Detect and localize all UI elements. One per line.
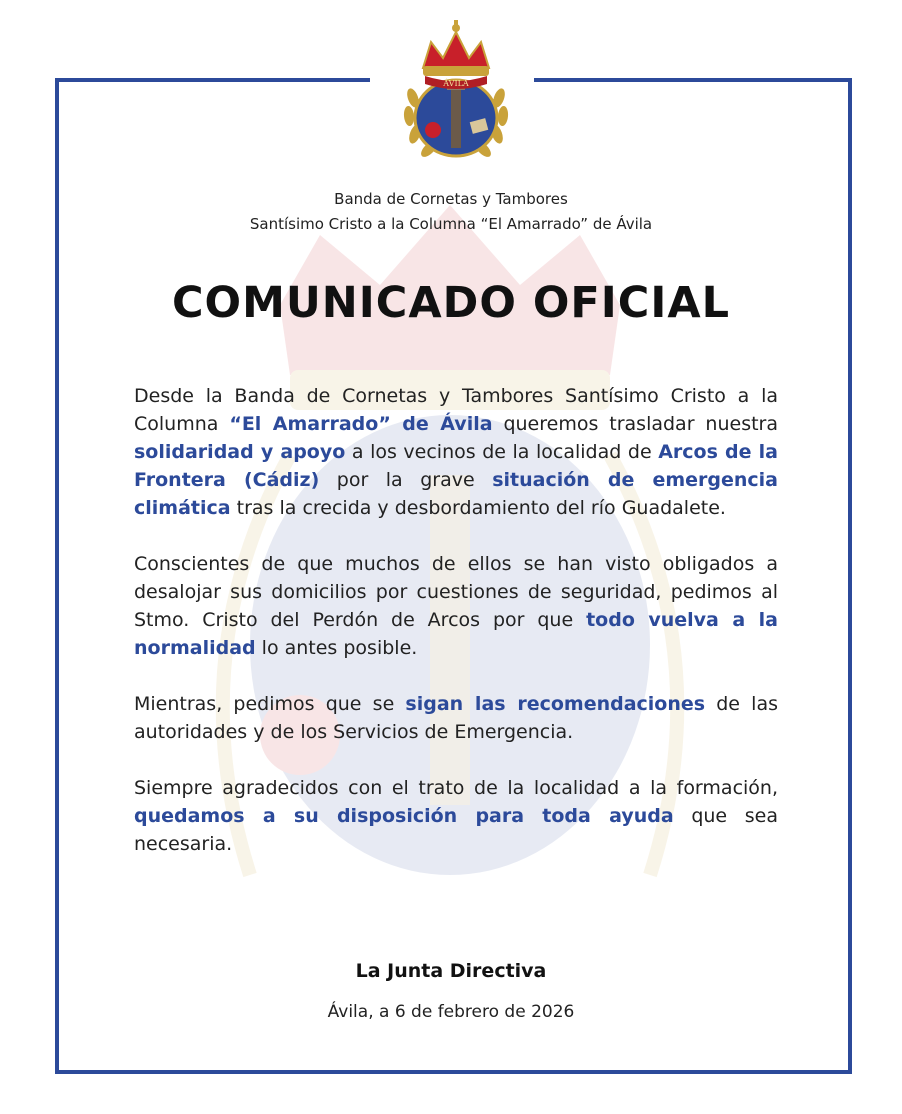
highlighted-text: Arcos de la Frontera (Cádiz) (134, 441, 778, 491)
highlighted-text: todo vuelva a la normalidad (134, 609, 778, 659)
highlighted-text: solidaridad y apoyo (134, 441, 346, 463)
organization-subtitle: Santísimo Cristo a la Columna “El Amarrado” de Ávila (249, 215, 653, 233)
paragraph-text: queremos trasladar nuestra (492, 413, 779, 435)
paragraph (134, 550, 778, 662)
paragraph-text: que sea necesaria. (134, 805, 778, 855)
page-title: COMUNICADO OFICIAL (171, 278, 731, 328)
paragraph-text: Conscientes de que muchos de ellos se han visto obligados a desalojar sus domicilios por cuestiones de seguridad, pedimos al Stmo. Cristo del Perdón de Arcos por que (134, 553, 778, 631)
paragraph (134, 690, 778, 746)
signature: La Junta Directiva (355, 960, 547, 982)
paragraph-text: tras la crecida y desbordamiento del río Guadalete. (230, 497, 726, 519)
highlighted-text: situación de emergencia climática (134, 469, 779, 519)
paragraph-text: Desde la Banda de Cornetas y Tambores Santísimo Cristo a la Columna (134, 385, 778, 435)
date-line: Ávila, a 6 de febrero de 2026 (327, 1002, 575, 1022)
paragraph-text: por la grave (319, 469, 493, 491)
highlighted-text: quedamos a su disposición para toda ayuda (134, 805, 674, 827)
paragraph-text: a los vecinos de la localidad de (345, 441, 659, 463)
highlighted-text: sigan las recomendaciones (405, 693, 706, 715)
paragraph (134, 774, 778, 858)
paragraph-text: Mientras, pedimos que se (134, 693, 406, 715)
paragraph-text: Siempre agradecidos con el trato de la localidad a la formación, (134, 777, 778, 799)
paragraph-text: de las autoridades y de los Servicios de Emergencia. (134, 693, 778, 743)
statement-body (134, 382, 778, 886)
svg-text:ÁVILA: ÁVILA (443, 79, 469, 88)
coat-of-arms-logo (395, 18, 517, 164)
organization-name: Banda de Cornetas y Tambores (334, 190, 568, 208)
highlighted-text: “El Amarrado” de Ávila (229, 413, 493, 435)
paragraph-text: lo antes posible. (255, 637, 418, 659)
paragraph (134, 382, 778, 522)
